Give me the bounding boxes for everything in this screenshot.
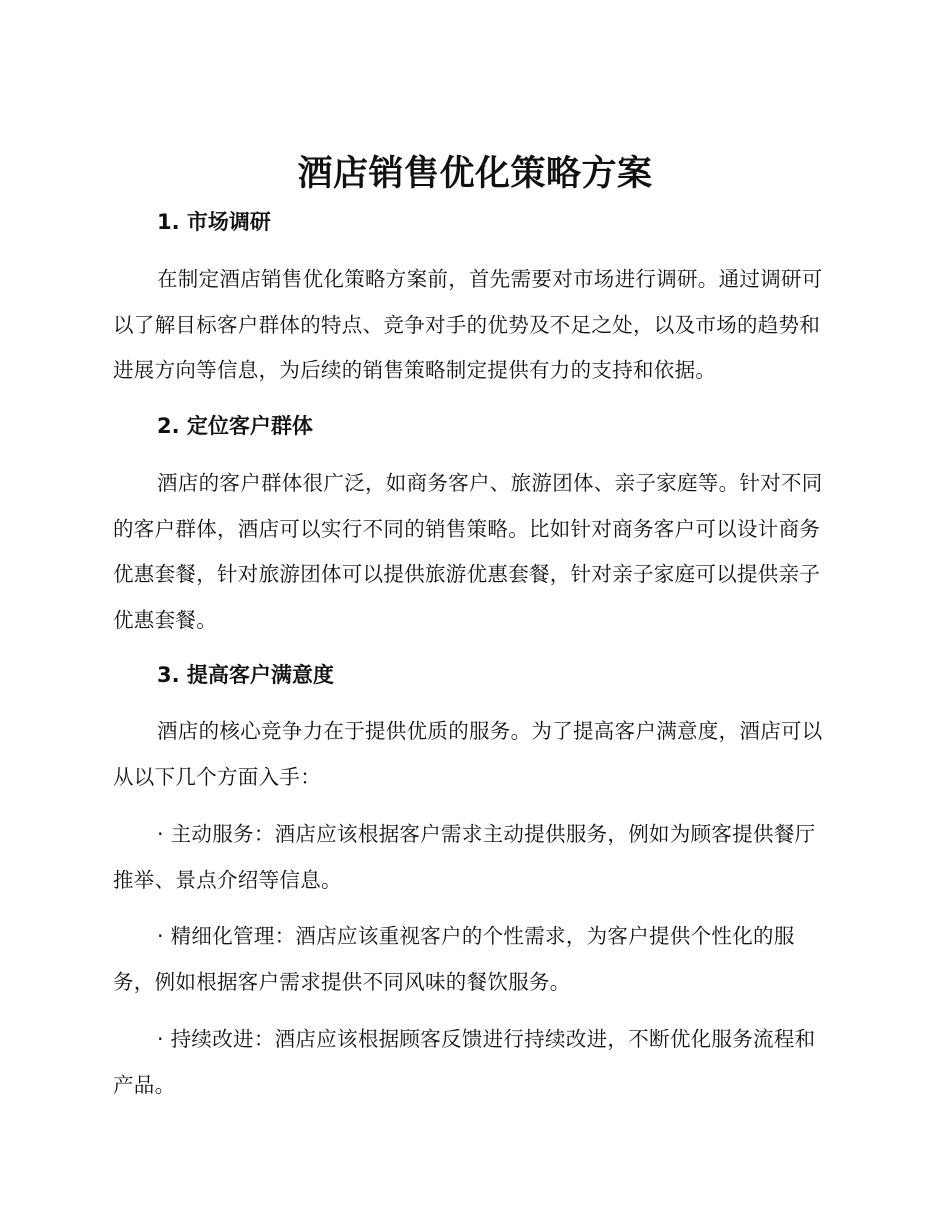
bullet-item-proactive-service: · 主动服务：酒店应该根据客户需求主动提供服务，例如为顾客提供餐厅推举、景点介绍等信息。 <box>113 822 816 892</box>
document-title: 酒店销售优化策略方案 <box>297 154 653 194</box>
bullet-item-refined-management: · 精细化管理：酒店应该重视客户的个性需求，为客户提供个性化的服务，例如根据客户需求提供不同风味的餐饮服务。 <box>113 924 795 994</box>
section-paragraph-market-research: 在制定酒店销售优化策略方案前，首先需要对市场进行调研。通过调研可以了解目标客户群体的特点、竞争对手的优势及不足之处，以及市场的趋势和进展方向等信息，为后续的销售策略制定提供有力的支持和依据。 <box>113 267 823 382</box>
section-paragraph-customer-positioning: 酒店的客户群体很广泛，如商务客户、旅游团体、亲子家庭等。针对不同的客户群体，酒店可以实行不同的销售策略。比如针对商务客户可以设计商务优惠套餐，针对旅游团体可以提供旅游优惠套餐，针对亲子家庭可以提供亲子优惠套餐。 <box>113 471 823 632</box>
section-heading-market-research: 1. 市场调研 <box>157 210 271 234</box>
bullet-item-continuous-improvement: · 持续改进：酒店应该根据顾客反馈进行持续改进，不断优化服务流程和产品。 <box>113 1027 816 1097</box>
section-heading-customer-positioning: 2. 定位客户群体 <box>157 414 313 438</box>
section-paragraph-customer-satisfaction: 酒店的核心竞争力在于提供优质的服务。为了提高客户满意度，酒店可以从以下几个方面入手： <box>113 719 823 789</box>
section-heading-customer-satisfaction: 3. 提高客户满意度 <box>157 663 334 687</box>
